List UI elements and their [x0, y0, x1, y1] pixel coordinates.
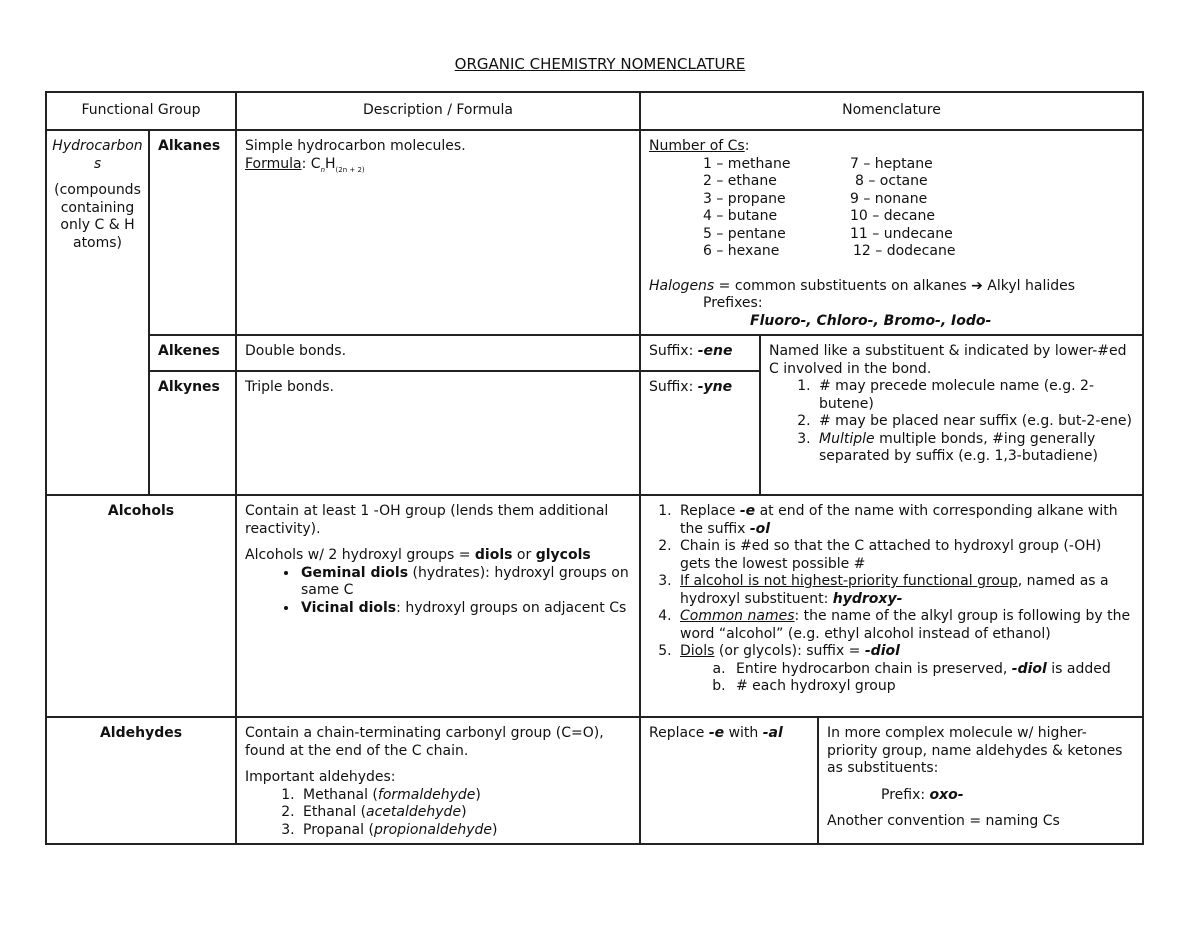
- oxo-prefix-line: [827, 787, 1134, 805]
- alkenes-suffix: [640, 335, 760, 371]
- alcohol-rule: [676, 573, 1134, 608]
- replace-c: with: [724, 725, 763, 741]
- r5a-bold-italic: -diol: [1011, 660, 1047, 677]
- header-description: Description / Formula: [236, 92, 640, 130]
- vicinal-bold: Vicinal diols: [301, 599, 397, 616]
- r1-a: Replace: [680, 503, 740, 519]
- alkane-name: 4 – butane: [703, 208, 778, 224]
- alkanes-label: Alkanes: [149, 130, 236, 335]
- diol-pre: Alcohols w/ 2 hydroxyl groups =: [245, 547, 475, 563]
- diol-subrules-list: [680, 661, 1134, 696]
- r5a-pre: Entire hydrocarbon chain is preserved,: [736, 660, 1012, 677]
- alkenes-description: Double bonds.: [236, 335, 640, 371]
- diol-type: [299, 600, 631, 618]
- halogen-prefixes: Fluoro-, Chloro-, Bromo-, Iodo-: [750, 312, 992, 329]
- diol-or: or: [512, 547, 536, 563]
- suffix-yne: -yne: [697, 379, 733, 395]
- nomenclature-table: [45, 91, 1144, 845]
- formula-sep: : C: [301, 155, 321, 172]
- r3-rest: , named as a hydroxyl substituent:: [680, 573, 1109, 607]
- count-label: Number of Cs: [649, 138, 745, 154]
- aldehyde-close: ): [475, 786, 481, 803]
- alkynes-suffix: [640, 371, 760, 495]
- alkane-name: 6 – hexane: [703, 243, 780, 259]
- aldehydes-description: [236, 717, 640, 844]
- aldehydes-label: Aldehydes: [46, 717, 236, 844]
- r1-d: -ol: [749, 520, 771, 537]
- r1-b: -e: [739, 503, 756, 519]
- alcohols-description: [236, 495, 640, 717]
- diol-word: diols: [474, 547, 513, 563]
- r3-underline: If alcohol is not highest-priority functional group: [680, 573, 1018, 589]
- alkenes-row: [46, 335, 1143, 371]
- bond-rule: 2. # may be placed near suffix (e.g. but-2-ene): [815, 413, 1134, 431]
- halogens-rest: = common substituents on alkanes ➔ Alkyl halides: [714, 277, 1076, 294]
- alkanes-nomenclature: [640, 130, 1143, 335]
- aldehyde-common: acetaldehyde: [366, 804, 462, 820]
- hydrocarbons-note: (compounds containing only C & H atoms): [54, 182, 141, 251]
- alcohol-rules-list: [649, 503, 1134, 696]
- prefixes-label: Prefixes:: [703, 295, 763, 311]
- alkane-name: 3 – propane: [703, 190, 786, 207]
- aldehyde-item: [299, 804, 631, 822]
- halogens-line: [649, 278, 1134, 296]
- replace-b: -e: [708, 725, 725, 741]
- bond-rule: 1. # may precede molecule name (e.g. 2-butene): [815, 378, 1134, 413]
- alcohol-rule: [676, 643, 1134, 696]
- alcohols-desc-text: Contain at least 1 -OH group (lends them additional reactivity).: [245, 503, 609, 537]
- hydrocarbons-label: Hydrocarbons: [52, 138, 143, 172]
- alkane-names-left: [703, 156, 850, 261]
- alkane-name: 2 – ethane: [703, 173, 777, 189]
- bond-rule: [815, 431, 1134, 466]
- alkynes-description: Triple bonds.: [236, 371, 640, 495]
- diols-line: [245, 547, 631, 565]
- aldehyde-name: Propanal (: [303, 821, 374, 838]
- complex-molecule-text: In more complex molecule w/ higher-priority group, name aldehydes & ketones as substituents:: [827, 725, 1123, 776]
- r5-bold-italic: -diol: [864, 643, 900, 659]
- r4-rest: : the name of the alkyl group is following by the word “alcohol” (e.g. ethyl alcohol instead of ethanol): [680, 608, 1131, 642]
- aldehyde-item: [299, 822, 631, 840]
- glycol-word: glycols: [535, 547, 591, 563]
- vicinal-rest: : hydroxyl groups on adjacent Cs: [396, 599, 627, 616]
- alkanes-formula: [245, 156, 631, 179]
- replace-a: Replace: [649, 725, 709, 741]
- page-title: ORGANIC CHEMISTRY NOMENCLATURE: [454, 55, 746, 73]
- r5a-post: is added: [1046, 660, 1111, 677]
- alkane-name: 1 – methane: [703, 155, 791, 172]
- suffix-label: Suffix:: [649, 379, 698, 395]
- alkane-name: 8 – octane: [855, 173, 928, 189]
- r5-underline: Diols: [680, 643, 715, 659]
- bond-rules-list: [769, 378, 1134, 466]
- rule3-italic: Multiple: [819, 430, 875, 447]
- formula-h: H: [325, 155, 336, 172]
- important-aldehydes-list: [245, 787, 631, 840]
- alkynes-label: Alkynes: [149, 371, 236, 495]
- aldehyde-name: Methanal (: [303, 786, 378, 803]
- header-nomenclature: Nomenclature: [640, 92, 1143, 130]
- diol-type: [299, 565, 631, 600]
- aldehydes-suffix: [640, 717, 818, 844]
- alkenes-alkynes-shared-note: [760, 335, 1143, 495]
- alkane-name: 7 – heptane: [850, 155, 933, 172]
- important-aldehydes-heading: Important aldehydes:: [245, 769, 396, 785]
- header-functional-group: Functional Group: [46, 92, 236, 130]
- aldehydes-desc-text: Contain a chain-terminating carbonyl group (C=O), found at the end of the C chain.: [245, 725, 604, 759]
- aldehyde-close: ): [461, 804, 467, 820]
- suffix-ene: -ene: [697, 343, 733, 359]
- aldehydes-row: [46, 717, 1143, 844]
- aldehydes-substituent-note: [818, 717, 1143, 844]
- diol-subrule: b. # each hydroxyl group: [730, 678, 1134, 696]
- geminal-bold: Geminal diols: [301, 564, 409, 581]
- oxo-prefix: oxo-: [929, 786, 964, 803]
- carbon-count-heading: [649, 138, 1134, 156]
- alkanes-desc-text: Simple hydrocarbon molecules.: [245, 138, 466, 154]
- alkane-name: 9 – nonane: [850, 190, 928, 207]
- count-colon: :: [744, 138, 750, 154]
- alkane-name: 10 – decane: [850, 208, 935, 224]
- alkenes-label: Alkenes: [149, 335, 236, 371]
- geminal-rest: (hydrates): hydroxyl groups on same C: [301, 564, 629, 598]
- alcohol-rule: [676, 608, 1134, 643]
- alcohol-rule: 2. Chain is #ed so that the C attached to hydroxyl group (-OH) gets the lowest possible #: [676, 538, 1134, 573]
- alkane-name: 5 – pentane: [703, 225, 786, 242]
- aldehyde-name: Ethanal (: [303, 804, 367, 820]
- formula-sub: (2n + 2): [335, 165, 365, 174]
- r4-italic-underline: Common names: [680, 608, 795, 624]
- alcohols-nomenclature: [640, 495, 1143, 717]
- naming-convention-text: Another convention = naming Cs: [827, 813, 1060, 829]
- r5-rest: (or glycols): suffix =: [714, 643, 865, 659]
- alkane-names-grid: [703, 156, 1134, 261]
- alcohols-label: Alcohols: [46, 495, 236, 717]
- shared-note-text: Named like a substituent & indicated by lower-#ed C involved in the bond.: [769, 343, 1127, 377]
- formula-n: n: [320, 165, 325, 174]
- alcohols-row: [46, 495, 1143, 717]
- alkanes-row: [46, 130, 1143, 335]
- alkane-name: 11 – undecane: [850, 225, 953, 242]
- alcohol-rule: [676, 503, 1134, 538]
- rule3-rest: multiple bonds, #ing generally separated by suffix (e.g. 1,3-butadiene): [819, 430, 1099, 464]
- aldehyde-close: ): [492, 821, 498, 838]
- hydrocarbons-cell: [46, 130, 149, 495]
- r3-bold-italic: hydroxy-: [832, 590, 903, 607]
- alkane-names-right: [850, 156, 970, 261]
- diol-types-list: [245, 565, 631, 618]
- replace-d: -al: [762, 725, 783, 741]
- aldehyde-item: [299, 787, 631, 805]
- aldehyde-common: propionaldehyde: [373, 821, 492, 838]
- r1-c: at end of the name with corresponding alkane with the suffix: [680, 503, 1118, 537]
- alkanes-description: [236, 130, 640, 335]
- formula-label: Formula: [245, 155, 302, 172]
- suffix-label: Suffix:: [649, 343, 698, 359]
- diol-subrule: [730, 661, 1134, 679]
- header-row: [46, 92, 1143, 130]
- aldehyde-common: formaldehyde: [377, 786, 476, 803]
- prefix-label: Prefix:: [881, 786, 930, 803]
- halogens-word: Halogens: [649, 277, 715, 294]
- alkane-name: 12 – dodecane: [853, 243, 956, 259]
